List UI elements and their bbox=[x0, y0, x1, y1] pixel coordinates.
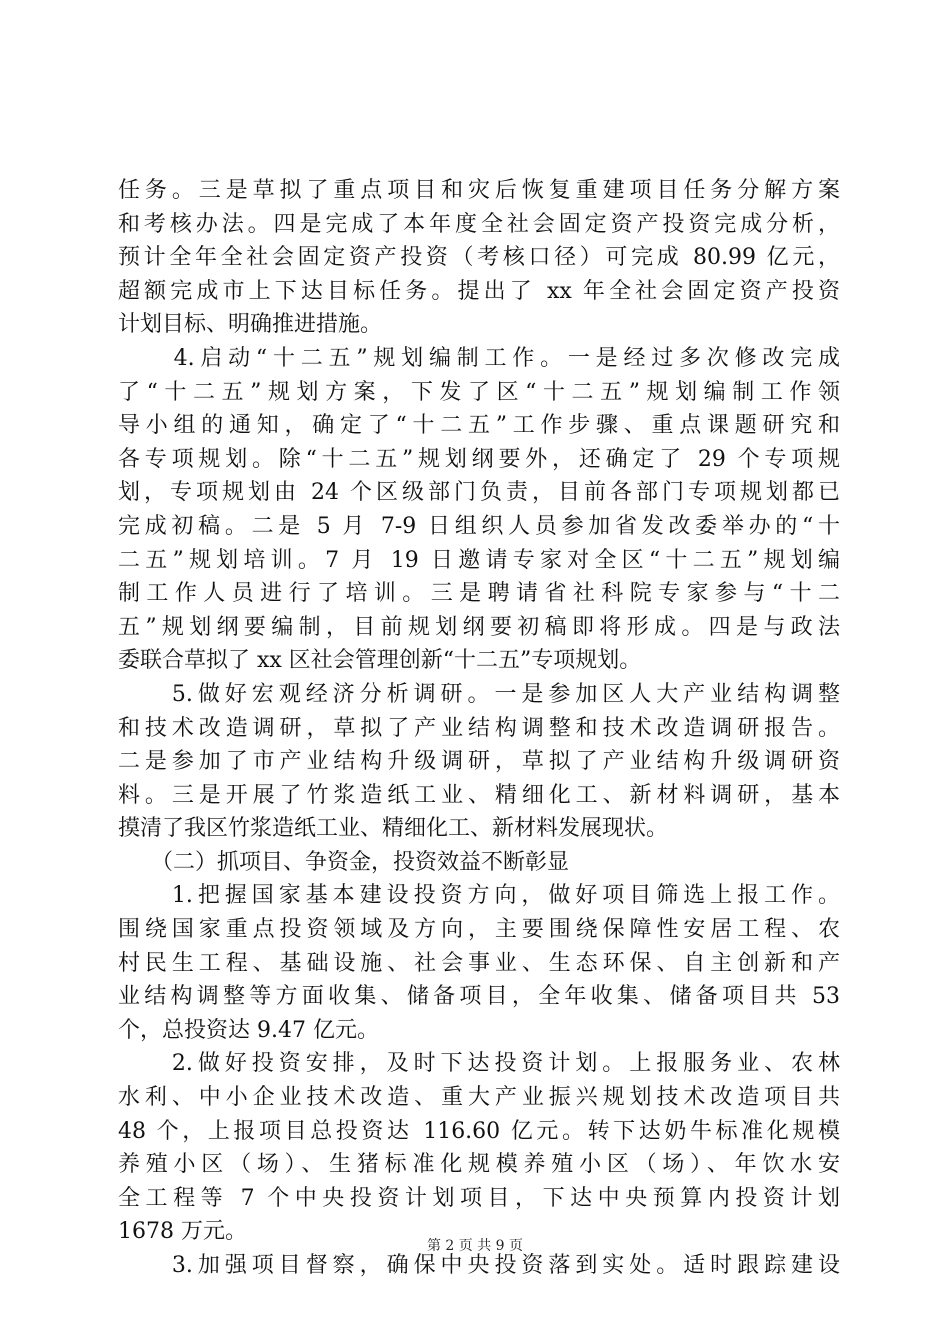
page-footer: 第 2 页 共 9 页 bbox=[426, 1238, 524, 1254]
text-line: 任务。三是草拟了重点项目和灾后恢复重建项目任务分解方案 bbox=[118, 178, 840, 203]
text-line: 了“十二五”规划方案，下发了区“十二五”规划编制工作领 bbox=[118, 379, 840, 405]
text-line: 业结构调整等方面收集、储备项目，全年收集、储备项目共 53 bbox=[118, 984, 840, 1010]
text-line: 1.把握国家基本建设投资方向，做好项目筛选上报工作。 bbox=[118, 883, 840, 909]
text-line: 2.做好投资安排，及时下达投资计划。上报服务业、农林 bbox=[118, 1051, 840, 1077]
text-line: 个，总投资达 9.47 亿元。 bbox=[118, 1017, 379, 1043]
text-line: 五”规划纲要编制，目前规划纲要初稿即将形成。四是与政法 bbox=[118, 614, 840, 640]
text-line: 全工程等 7 个中央投资计划项目，下达中央预算内投资计划 bbox=[118, 1185, 840, 1211]
text-line: 和考核办法。四是完成了本年度全社会固定资产投资完成分析， bbox=[118, 211, 840, 237]
text-line: 导小组的通知，确定了“十二五”工作步骤、重点课题研究和 bbox=[118, 413, 840, 439]
text-line: 4.启动“十二五”规划编制工作。一是经过多次修改完成 bbox=[118, 345, 840, 371]
text-line: 各专项规划。除“十二五”规划纲要外，还确定了 29 个专项规 bbox=[118, 446, 840, 472]
text-line: 料。三是开展了竹浆造纸工业、精细化工、新材料调研，基本 bbox=[118, 782, 840, 808]
text-line: 预计全年全社会固定资产投资（考核口径）可完成 80.99 亿元， bbox=[118, 245, 840, 271]
text-line: 计划目标、明确推进措施。 bbox=[118, 312, 383, 338]
text-line: 1678 万元。 bbox=[118, 1219, 247, 1245]
text-line: 和技术改造调研，草拟了产业结构调整和技术改造调研报告。 bbox=[118, 715, 840, 741]
text-line: 划，专项规划由 24 个区级部门负责，目前各部门专项规划都已 bbox=[118, 480, 840, 506]
text-line: 二五”规划培训。7 月 19 日邀请专家对全区“十二五”规划编 bbox=[118, 547, 840, 573]
text-line: 完成初稿。二是 5 月 7-9 日组织人员参加省发改委举办的“十 bbox=[118, 513, 840, 539]
text-line: 48 个，上报项目总投资达 116.60 亿元。转下达奶牛标准化规模 bbox=[118, 1118, 840, 1144]
text-line: 围绕国家重点投资领域及方向，主要围绕保障性安居工程、农 bbox=[118, 917, 840, 943]
text-line: （二）抓项目、争资金，投资效益不断彰显 bbox=[118, 849, 570, 875]
text-line: 制工作人员进行了培训。三是聘请省社科院专家参与“十二 bbox=[118, 581, 840, 607]
document-body bbox=[118, 174, 840, 1283]
text-line: 5.做好宏观经济分析调研。一是参加区人大产业结构调整 bbox=[118, 681, 840, 707]
text-line: 超额完成市上下达目标任务。提出了 xx 年全社会固定资产投资 bbox=[118, 278, 840, 304]
text-line: 摸清了我区竹浆造纸工业、精细化工、新材料发展现状。 bbox=[118, 816, 669, 842]
text-line: 二是参加了市产业结构升级调研，草拟了产业结构升级调研资 bbox=[118, 749, 840, 775]
text-line: 养殖小区（场）、生猪标准化规模养殖小区（场）、年饮水安 bbox=[118, 1152, 840, 1178]
text-line: 村民生工程、基础设施、社会事业、生态环保、自主创新和产 bbox=[118, 950, 840, 976]
text-line: 3.加强项目督察，确保中央投资落到实处。适时跟踪建设 bbox=[118, 1253, 840, 1278]
text-line: 水利、中小企业技术改造、重大产业振兴规划技术改造项目共 bbox=[118, 1085, 840, 1111]
text-line: 委联合草拟了 xx 区社会管理创新“十二五”专项规划。 bbox=[118, 648, 642, 674]
